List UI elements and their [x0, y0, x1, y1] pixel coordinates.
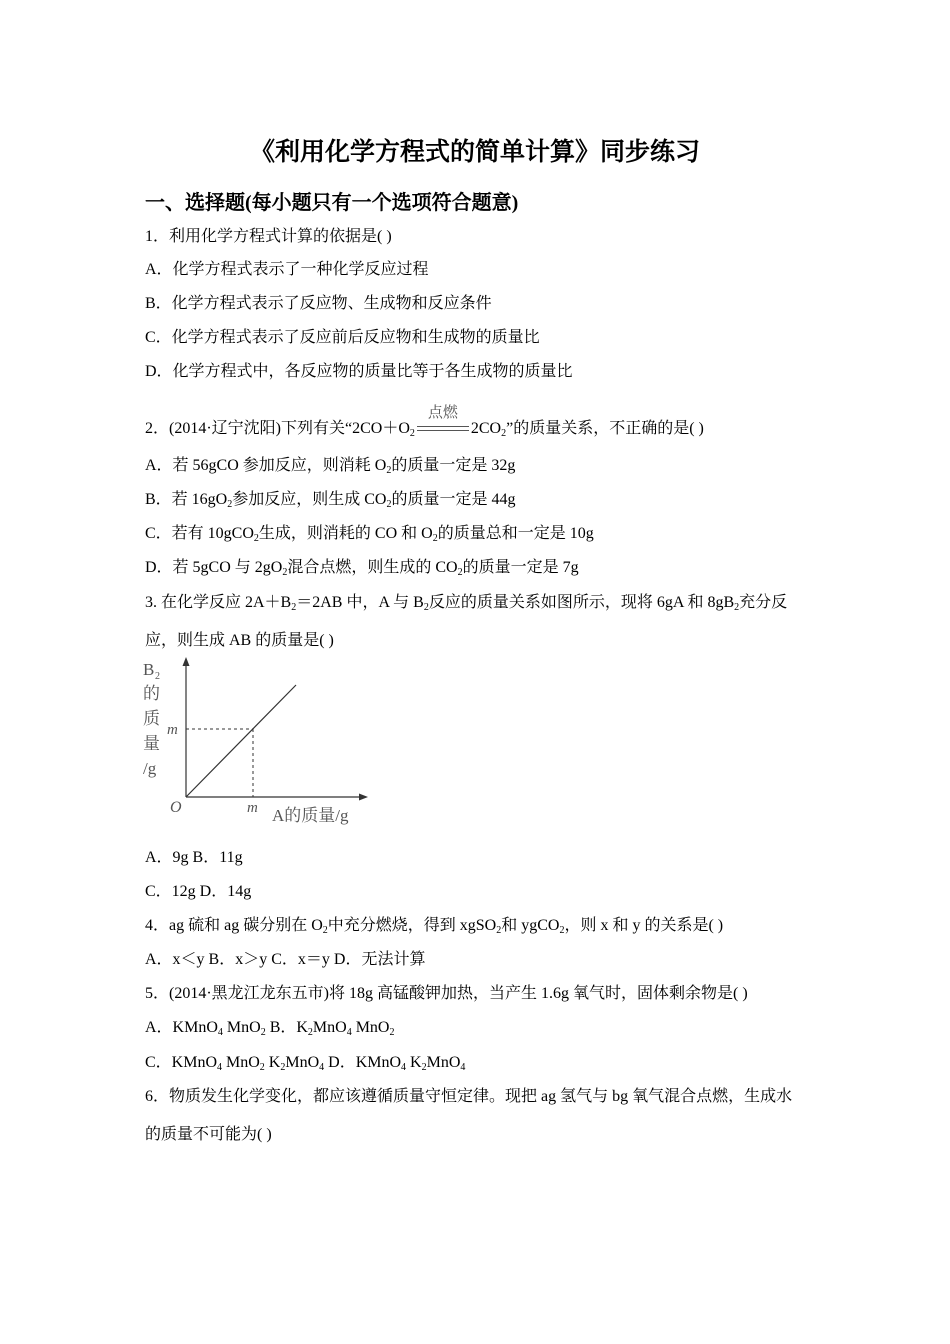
x-axis-arrow: [359, 794, 368, 801]
q2-option-a: A．若 56gCO 参加反应，则消耗 $O_2$的质量一定是 32g: [145, 457, 516, 476]
q6-stem-line1: 6．物质发生化学变化，都应该遵循质量守恒定律。现把 ag 氢气与 bg 氧气混合点燃，生成水: [145, 1088, 793, 1105]
q2-stem-text: 2．(2014·辽宁沈阳)下列有关“2CO＋O: [145, 420, 410, 437]
q4-options: A．x＜y B．x＞y C．x＝y D．无法计算: [145, 951, 426, 968]
q2-option-d: D．若 5gCO 与 $2gO_2$混合点燃，则生成的 $CO_2$的质量一定是 7g: [145, 559, 579, 578]
q2-stem-tail: ”的质量关系，不正确的是( ): [506, 420, 704, 437]
origin-label: O: [170, 799, 182, 816]
y-label-4: /g: [143, 759, 157, 778]
mass-relation-graph: [140, 655, 380, 835]
subscript: 2: [409, 428, 415, 439]
q1-option-c: C．化学方程式表示了反应前后反应物和生成物的质量比: [145, 329, 540, 346]
page-title: 《利用化学方程式的简单计算》同步练习: [249, 139, 700, 166]
q2-stem: [145, 405, 704, 440]
section-heading: 一、选择题(每小题只有一个选项符合题意): [145, 192, 519, 214]
q3-options-ab: A．9g B．11g: [145, 849, 243, 866]
q3-options-cd: C．12g D．14g: [145, 883, 252, 900]
reaction-condition: 点燃: [427, 405, 458, 422]
y-axis-arrow: [183, 657, 190, 666]
q5-stem: 5．(2014·黑龙江龙东五市)将 18g 高锰酸钾加热，当产生 1.6g 氧气时，固体剩余物是( ): [145, 985, 748, 1002]
q2-product: 2CO: [470, 420, 502, 437]
q6-stem-line2: 的质量不可能为( ): [145, 1126, 272, 1143]
y-label-3: 量: [143, 734, 160, 753]
y-label-sub: 2: [155, 671, 160, 682]
q1-option-a: A．化学方程式表示了一种化学反应过程: [145, 261, 429, 278]
subscript: 2: [501, 428, 507, 439]
y-label-2: 质: [143, 709, 160, 728]
q1-option-b: B．化学方程式表示了反应物、生成物和反应条件: [145, 295, 492, 312]
x-tick-m: m: [247, 800, 258, 816]
q4-stem: 4．ag 硫和 ag 碳分别在 $O_2$中充分燃烧，得到 xgSO$_2$和 ygCO$_2$，则 x 和 y 的关系是( ): [145, 917, 724, 936]
q1-stem: 1．利用化学方程式计算的依据是( ): [145, 228, 392, 245]
y-label-b: B: [143, 660, 155, 679]
double-bar: [417, 426, 469, 431]
reaction-condition-equals: [417, 405, 469, 436]
q5-options-cd: C．KMnO$_4$ MnO$_2$ $K_2MnO_4$ D．KMnO$_4$ $K_2MnO_4$: [145, 1054, 466, 1073]
y-tick-m: m: [167, 722, 178, 738]
q2-option-c: C．若有 10gCO$_2$生成，则消耗的 CO 和 $O_2$的质量总和一定是 10g: [145, 525, 594, 544]
q3-stem-line1: 3. 在化学反应 $2A+B_2=2AB$ 中，A 与 $B_2$反应的质量关系如图所示，现将 6gA 和 $8gB_2$充分反: [145, 594, 788, 613]
q3-stem-line2: 应，则生成 AB 的质量是( ): [145, 632, 334, 649]
proportional-line: [186, 685, 296, 797]
q5-options-ab: A．KMnO$_4$ MnO$_2$ B．$K_2MnO_4$ MnO$_2$: [145, 1019, 395, 1038]
q1-option-d: D．化学方程式中，各反应物的质量比等于各生成物的质量比: [145, 363, 573, 380]
x-axis-label: A的质量/g: [272, 806, 349, 825]
q2-option-b: B．若 $16gO_2$参加反应，则生成 $CO_2$的质量一定是 44g: [145, 491, 516, 510]
y-label-1: 的: [143, 684, 160, 703]
